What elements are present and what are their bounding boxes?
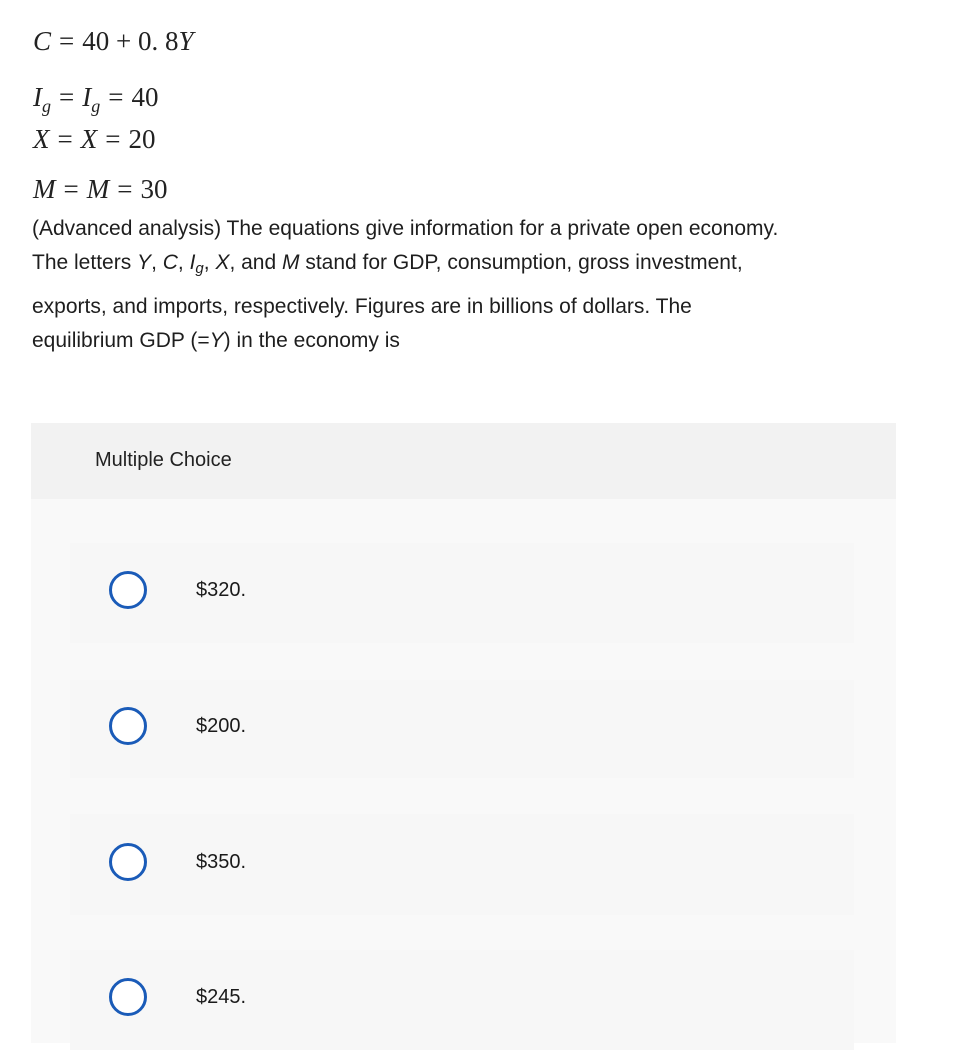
question-subscript: g — [195, 260, 204, 277]
question-text-fragment: equilibrium GDP (= — [32, 329, 210, 352]
equation-imports: M = M = 30 — [33, 174, 168, 204]
equation-variable: M — [86, 174, 110, 204]
equation-consumption: C = 40 + 0. 8Y — [33, 26, 194, 56]
question-variable: Y — [209, 329, 224, 352]
equation-variable: M — [33, 174, 56, 204]
radio-button[interactable] — [109, 707, 147, 745]
question-variable: I — [189, 251, 196, 274]
answer-option-3[interactable] — [70, 814, 854, 915]
equation-variable: I — [82, 82, 92, 112]
answer-option-label: $200. — [196, 715, 247, 737]
radio-button[interactable] — [109, 571, 147, 609]
equation-subscript: g — [42, 96, 51, 116]
question-text-fragment: The letters — [32, 251, 138, 274]
answer-option-2[interactable] — [70, 680, 854, 778]
question-text-fragment: ) in the economy is — [223, 329, 400, 352]
answer-option-label: $245. — [196, 986, 247, 1008]
equation-subscript: g — [91, 96, 101, 116]
question-variable: C — [162, 251, 178, 274]
multiple-choice-header — [31, 423, 896, 499]
equation-variable: X — [80, 124, 98, 154]
equation-variable: X — [33, 124, 50, 154]
radio-button[interactable] — [109, 978, 147, 1016]
equation-value: 20 — [128, 124, 156, 154]
answer-option-label: $350. — [196, 850, 247, 873]
question-line-1: (Advanced analysis) The equations give information for a private open economy. — [32, 217, 779, 240]
equation-value: 40 — [131, 82, 159, 112]
equation-investment: $I_g = I_g = 40$ — [33, 82, 159, 116]
question-variable: Y — [137, 251, 152, 274]
equation-variable: I — [33, 82, 42, 112]
answer-option-4[interactable] — [70, 950, 854, 1050]
question-line-4 — [32, 324, 912, 358]
radio-button[interactable] — [109, 843, 147, 881]
multiple-choice-title: Multiple Choice — [95, 449, 232, 471]
equation-value: 30 — [140, 174, 168, 204]
question-text-fragment: , and — [229, 251, 282, 274]
question-line-2 — [32, 246, 912, 286]
question-variable: X — [215, 251, 230, 274]
question-text-fragment: stand for GDP, consumption, gross investment, — [299, 251, 743, 274]
question-separator: , — [203, 251, 216, 274]
equation-exports: X = X = 20 — [33, 124, 156, 154]
equation-variable: C — [33, 26, 52, 56]
question-text — [32, 212, 912, 358]
question-separator: , — [177, 251, 190, 274]
question-separator: , — [151, 251, 163, 274]
multiple-choice-panel — [31, 423, 896, 1043]
answer-option-label: $320. — [196, 579, 247, 601]
equation-variable: Y — [178, 26, 194, 56]
question-variable: M — [282, 251, 300, 274]
equation-expression: 40 + 0. 8 — [82, 26, 179, 56]
question-line-3: exports, and imports, respectively. Figures are in billions of dollars. The — [32, 295, 692, 318]
answer-option-1[interactable] — [70, 543, 854, 643]
